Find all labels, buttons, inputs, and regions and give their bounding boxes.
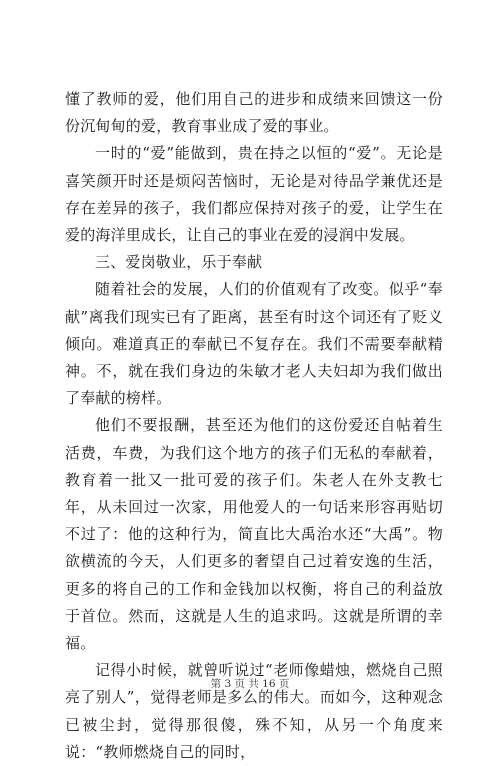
document-body	[65, 86, 443, 766]
paragraph-2: 一时的“爱”能做到，贵在持之以恒的“爱”。无论是喜笑颜开时还是烦闷苦恼时，无论是对待品学兼优还是存在差异的孩子，我们都应保持对孩子的爱，让学生在爱的海洋里成长，让自己的事业在爱的浸润中发展。	[65, 144, 443, 245]
paragraph-3: 随着社会的发展，人们的价值观有了改变。似乎“奉献”离我们现实已有了距离，甚至有时这个词还有了贬义倾向。难道真正的奉献已不复存在。我们不需要奉献精神。不，就在我们身边的朱敏才老人夫妇却为我们做出了奉献的榜样。	[65, 280, 443, 408]
paragraph-4: 他们不要报酬，甚至还为他们的这份爱还自帖着生活费，车费，为我们这个地方的孩子们无私的奉献着，教育着一批又一批可爱的孩子们。朱老人在外支教七年，从未回过一次家，用他爱人的一句话来形容再贴切不过了：他的这种行为，简直比大禹治水还“大禹”。物欲横流的今天，人们更多的奢望自己过着安逸的生活，更多的将自己的工作和金钱加以权衡，将自己的利益放于首位。然而，这就是人生的追求吗。这就是所谓的幸福。	[65, 416, 443, 653]
paragraph-1: 懂了教师的爱，他们用自己的进步和成绩来回馈这一份份沉甸甸的爱，教育事业成了爱的事业。	[65, 90, 443, 136]
paragraph-5: 记得小时候，就曾听说过“老师像蜡烛，燃烧自己照亮了别人”，觉得老师是多么的伟大。而如今，这种观念已被尘封，觉得那很傻，殊不知，从另一个角度来说：“教师燃烧自己的同时，	[65, 661, 443, 761]
page-footer: 第 3 页 共 16 页	[210, 678, 290, 690]
section-heading: 三、爱岗敬业，乐于奉献	[95, 253, 263, 272]
